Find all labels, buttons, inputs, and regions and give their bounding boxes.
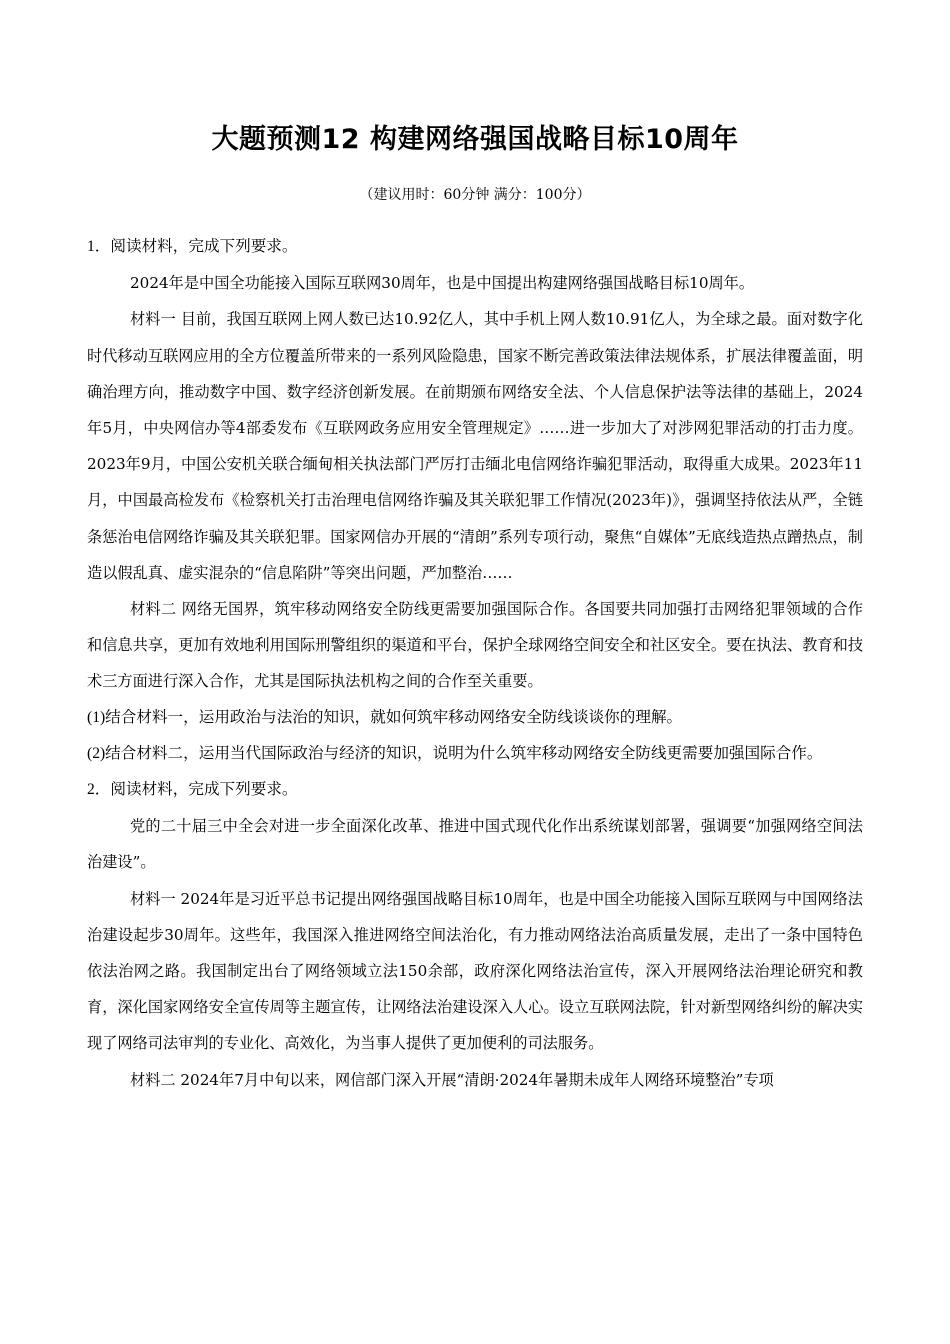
question-1-subquestion-1: (1)结合材料一，运用政治与法治的知识，就如何筑牢移动网络安全防线谈谈你的理解。 bbox=[87, 708, 683, 726]
question-2-material-2: 材料二 2024年7月中旬以来，网信部门深入开展“清朗·2024年暑期未成年人网络环境整治”专项 bbox=[130, 1070, 774, 1089]
question-1-material-1: 材料一 目前，我国互联网上网人数已达10.92亿人，其中手机上网人数10.91亿人，为全球之最。面对数字化时代移动互联网应用的全方位覆盖所带来的一系列风险隐患，国家不断完善政策法律法规体系，扩展法律覆盖面，明确治理方向，推动数字中国、数字经济创新发展。在前期颁布网络安全法、个人信息保护法等法律的基础上，2024年5月，中央网信办等4部委发布《互联网政务应用安全管理规定》……进一步加大了对涉网犯罪活动的打击力度。2023年9月，中国公安机关联合缅甸相关执法部门严厉打击缅北电信网络诈骗犯罪活动，取得重大成果。2023年11月，中国最高检发布《检察机关打击治理电信网络诈骗及其关联犯罪工作情况(2023年)》，强调坚持依法从严，全链条惩治电信网络诈骗及其关联犯罪。国家网信办开展的“清朗”系列专项行动，聚焦“自媒体”无底线造热点蹭热点，制造以假乱真、虚实混杂的“信息陷阱”等突出问题，严加整治…… bbox=[87, 310, 863, 582]
question-1-subquestion-2: (2)结合材料二，运用当代国际政治与经济的知识，说明为什么筑牢移动网络安全防线更需要加强国际合作。 bbox=[87, 744, 823, 762]
question-2-material-1: 材料一 2024年是习近平总书记提出网络强国战略目标10周年，也是中国全功能接入国际互联网与中国网络法治建设起步30周年。这些年，我国深入推进网络空间法治化，有力推动网络法治高质量发展，走出了一条中国特色依法治网之路。我国制定出台了网络领域立法150余部，政府深化网络法治宣传，深入开展网络法治理论研究和教育，深化国家网络安全宣传周等主题宣传，让网络法治建设深入人心。设立互联网法院，针对新型网络纠纷的解决实现了网络司法审判的专业化、高效化，为当事人提供了更加便利的司法服务。 bbox=[87, 889, 863, 1053]
question-2-intro: 党的二十届三中全会对进一步全面深化改革、推进中国式现代化作出系统谋划部署，强调要“加强网络空间法治建设”。 bbox=[87, 817, 863, 872]
question-1-heading: 1．阅读材料，完成下列要求。 bbox=[87, 238, 298, 255]
time-and-score-note: （建议用时：60分钟 满分：100分） bbox=[359, 187, 591, 203]
question-2 bbox=[87, 772, 863, 1098]
question-1-material-2: 材料二 网络无国界，筑牢移动网络安全防线更需要加强国际合作。各国要共同加强打击网络犯罪领域的合作和信息共享，更加有效地利用国际刑警组织的渠道和平台，保护全球网络空间安全和社区安全。要在执法、教育和技术三方面进行深入合作，尤其是国际执法机构之间的合作至关重要。 bbox=[87, 600, 863, 691]
page-title: 大题预测12 构建网络强国战略目标10周年 bbox=[211, 124, 739, 155]
document-body bbox=[87, 229, 863, 1098]
question-1-intro: 2024年是中国全功能接入国际互联网30周年，也是中国提出构建网络强国战略目标10周年。 bbox=[130, 274, 755, 293]
question-2-heading: 2．阅读材料，完成下列要求。 bbox=[87, 781, 298, 799]
question-1 bbox=[87, 229, 863, 772]
